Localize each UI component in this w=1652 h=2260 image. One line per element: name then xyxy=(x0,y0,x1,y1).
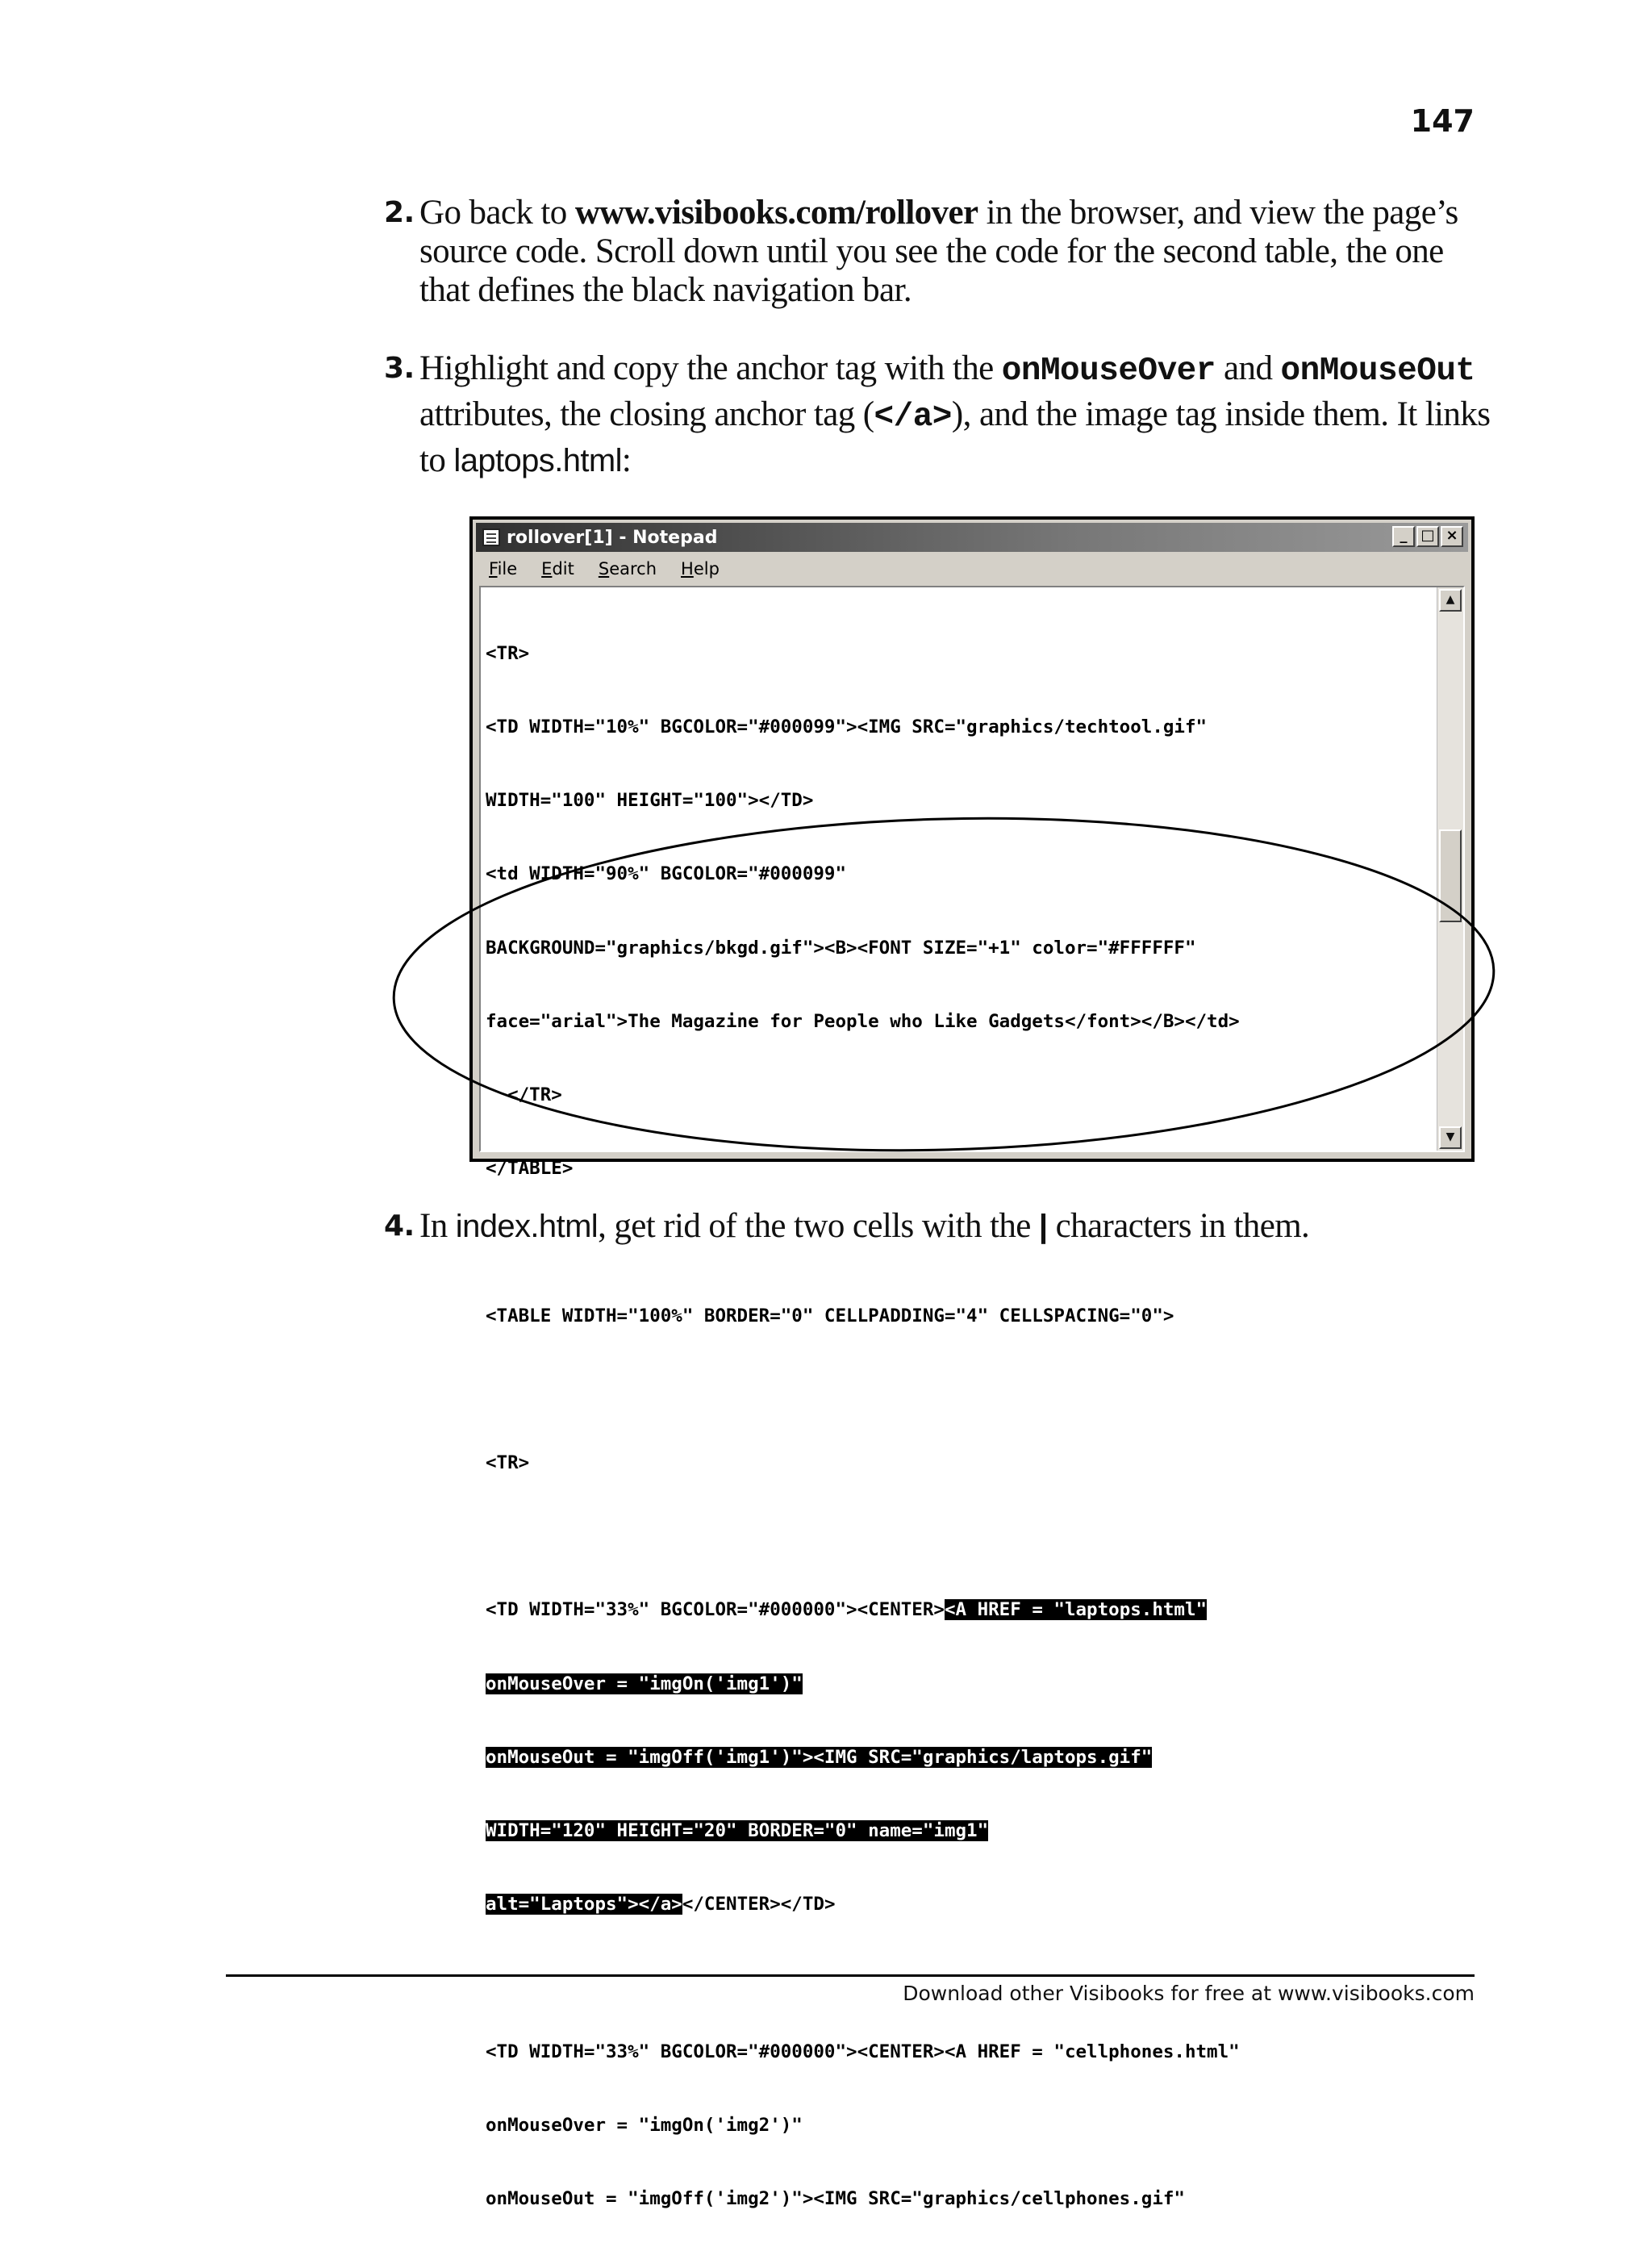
minimize-button[interactable]: _ xyxy=(1392,526,1415,547)
code-line: </TR> xyxy=(486,1084,562,1106)
code-onmouseover: onMouseOver xyxy=(1001,353,1216,390)
callout-ellipse-shape xyxy=(390,804,1498,1164)
menu-edit[interactable]: Edit xyxy=(541,559,574,579)
step-number: 2. xyxy=(384,196,415,229)
step-text: , get rid of the two cells with the xyxy=(598,1207,1039,1245)
code-line: <TD WIDTH="33%" BGCOLOR="#000000"><CENTER><A HREF = "cellphones.html" xyxy=(486,2041,1240,2062)
filename-index: index.html xyxy=(455,1209,599,1244)
highlighted-selection: alt="Laptops"></a> xyxy=(486,1894,682,1915)
code-text: <TD WIDTH="33%" BGCOLOR="#000000"><CENTER> xyxy=(486,1599,945,1621)
pipe-character: | xyxy=(1038,1209,1048,1244)
step-text: Go back to xyxy=(419,194,575,232)
step-number: 4. xyxy=(384,1209,415,1243)
code-line: <TR> xyxy=(486,642,530,664)
code-line: <TR> xyxy=(486,1452,530,1474)
close-button[interactable]: × xyxy=(1441,526,1463,547)
code-line: face="arial">The Magazine for People who Like Gadgets</font></B></td> xyxy=(486,1010,1240,1032)
scroll-down-arrow-icon[interactable]: ▼ xyxy=(1439,1126,1462,1149)
highlighted-selection: <A HREF = "laptops.html" xyxy=(944,1599,1208,1621)
footer-divider xyxy=(226,1974,1475,1977)
code-line: <TD WIDTH="10%" BGCOLOR="#000099"><IMG SRC="graphics/techtool.gif" xyxy=(486,716,1208,738)
maximize-button[interactable]: □ xyxy=(1416,526,1439,547)
rollover-url: www.visibooks.com/rollover xyxy=(574,194,978,232)
code-line: onMouseOver = "imgOn('img2')" xyxy=(486,2114,803,2136)
code-line: <td WIDTH="90%" BGCOLOR="#000099" xyxy=(486,863,847,885)
step-text: attributes, the closing anchor tag ( xyxy=(419,395,874,433)
step-text: Highlight and copy the anchor tag with the xyxy=(419,349,1002,387)
code-line: BACKGROUND="graphics/bkgd.gif"><B><FONT SIZE="+1" color="#FFFFFF" xyxy=(486,937,1196,959)
footer-text: Download other Visibooks for free at www.visibooks.com xyxy=(903,1982,1475,2005)
step-number: 3. xyxy=(384,352,415,385)
code-closing-anchor: </a> xyxy=(874,399,952,436)
menu-file[interactable]: File xyxy=(489,559,518,579)
code-line: WIDTH="100" HEIGHT="100"></TD> xyxy=(486,790,814,812)
menu-help[interactable]: Help xyxy=(681,559,720,579)
code-line: onMouseOut = "imgOff('img2')"><IMG SRC="graphics/cellphones.gif" xyxy=(486,2188,1185,2210)
highlighted-selection: onMouseOut = "imgOff('img1')"><IMG SRC="graphics/laptops.gif" xyxy=(486,1746,1153,1768)
menu-search[interactable]: Search xyxy=(598,559,657,579)
step-text: characters in them. xyxy=(1047,1207,1310,1245)
code-text: </CENTER></TD> xyxy=(682,1894,836,1915)
highlighted-selection: WIDTH="120" HEIGHT="20" BORDER="0" name="img1" xyxy=(486,1820,989,1842)
step-text: ), and the image tag inside them. It links to xyxy=(419,395,1491,479)
step-text: and xyxy=(1215,349,1281,387)
page-number: 147 xyxy=(1410,103,1475,139)
code-line: </TABLE> xyxy=(486,1158,574,1180)
code-onmouseout: onMouseOut xyxy=(1280,353,1475,390)
code-line: <TABLE WIDTH="100%" BORDER="0" CELLPADDING="4" CELLSPACING="0"> xyxy=(486,1305,1174,1326)
step-4 xyxy=(384,1207,1492,1246)
step-text: : xyxy=(621,441,632,479)
scroll-up-arrow-icon[interactable]: ▲ xyxy=(1439,589,1462,612)
step-text: in the browser, and view the page’s source code. Scroll down until you see the code for the second table, the one that defines the black navigation bar. xyxy=(419,194,1458,309)
filename-laptops: laptops.html xyxy=(453,443,622,478)
window-title: rollover[1] - Notepad xyxy=(507,527,718,548)
step-text: In xyxy=(419,1207,456,1245)
highlighted-selection: onMouseOver = "imgOn('img1')" xyxy=(486,1673,803,1694)
